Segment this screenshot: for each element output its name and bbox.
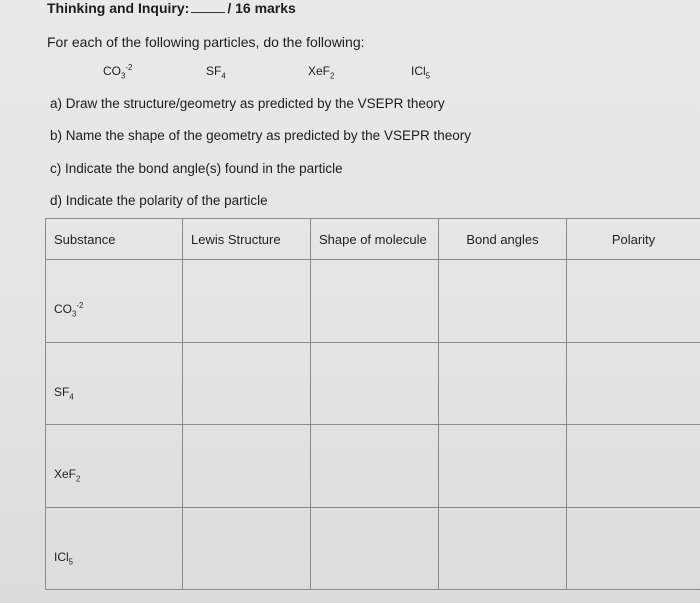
header-bond-angles: Bond angles xyxy=(439,219,567,260)
shape-cell[interactable] xyxy=(311,425,439,508)
header-substance: Substance xyxy=(46,219,183,260)
table-row xyxy=(46,342,700,425)
particle-xef2: XeF$_2$ xyxy=(308,64,335,81)
shape-cell[interactable] xyxy=(311,507,439,590)
header-lewis-structure: Lewis Structure xyxy=(183,219,311,260)
lewis-structure-cell[interactable] xyxy=(183,260,311,343)
section-header xyxy=(47,0,296,16)
substance-cell: XeF$_2$ xyxy=(46,425,183,508)
bond-angles-cell[interactable] xyxy=(439,425,567,508)
substance-cell: $SF_4$ xyxy=(46,342,183,425)
particle-icl5: ICl$_5$ xyxy=(411,64,431,81)
lewis-structure-cell[interactable] xyxy=(183,507,311,590)
vsepr-table xyxy=(45,218,700,590)
intro-text: For each of the following particles, do the following: xyxy=(47,34,365,50)
polarity-cell[interactable] xyxy=(567,507,700,590)
substance-cell: $CO_3^{-2}$ xyxy=(46,260,183,343)
header-polarity: Polarity xyxy=(567,219,700,260)
marks-blank[interactable] xyxy=(191,2,225,13)
instruction-d: d) Indicate the polarity of the particle xyxy=(50,193,268,208)
particle-co3: $CO_3^{-2}$ xyxy=(103,63,133,81)
bond-angles-cell[interactable] xyxy=(439,260,567,343)
shape-cell[interactable] xyxy=(311,342,439,425)
particle-sf4: $SF_4$ xyxy=(206,64,226,81)
instruction-a: a) Draw the structure/geometry as predicted by the VSEPR theory xyxy=(50,96,445,111)
substance-cell: ICl$_5$ xyxy=(46,507,183,590)
header-shape-of-molecule: Shape of molecule xyxy=(311,219,439,260)
instruction-b: b) Name the shape of the geometry as predicted by the VSEPR theory xyxy=(50,128,471,143)
table-row xyxy=(46,260,700,343)
polarity-cell[interactable] xyxy=(567,260,700,343)
bond-angles-cell[interactable] xyxy=(439,507,567,590)
polarity-cell[interactable] xyxy=(567,425,700,508)
table-row xyxy=(46,507,700,590)
shape-cell[interactable] xyxy=(311,260,439,343)
polarity-cell[interactable] xyxy=(567,342,700,425)
bond-angles-cell[interactable] xyxy=(439,342,567,425)
instruction-c: c) Indicate the bond angle(s) found in the particle xyxy=(50,161,343,176)
table-header-row xyxy=(46,219,700,260)
table-row xyxy=(46,425,700,508)
marks-total: / 16 marks xyxy=(227,0,296,16)
lewis-structure-cell[interactable] xyxy=(183,342,311,425)
section-title: Thinking and Inquiry: xyxy=(47,0,190,16)
lewis-structure-cell[interactable] xyxy=(183,425,311,508)
